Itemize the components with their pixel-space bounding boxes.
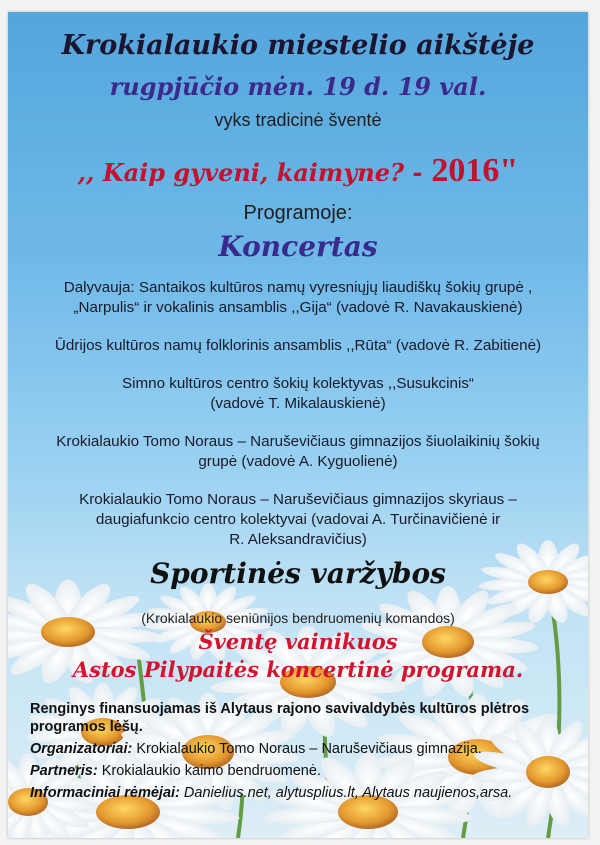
program-label: Programoje: — [243, 202, 353, 224]
organizers-text: Krokialaukio Tomo Noraus – Naruševičiaus gimnazija. — [136, 741, 482, 757]
partner-label: Partneris: — [30, 763, 98, 779]
media-text: Danielius.net, alytusplius.lt, Alytaus naujienos,arsa. — [183, 785, 513, 801]
media-sponsors-line — [30, 784, 570, 802]
participant-item: Ūdrijos kultūros namų folklorinis ansamblis ,,Rūta“ (vadovė R. Zabitienė) — [54, 337, 542, 354]
media-label: Informaciniai rėmėjai: — [30, 785, 180, 801]
partner-line — [30, 762, 570, 780]
event-name: ,, Kaip gyveni, kaimyne? - — [77, 158, 423, 187]
poster-title-date: rugpjūčio mėn. 19 d. 19 val. — [109, 72, 487, 101]
participant-item: Krokialaukio Tomo Noraus – Naruševičiaus gimnazijos šiuolaikinių šokių grupė (vadovė A. Kyguolienė) — [56, 433, 540, 470]
participant-item: Krokialaukio Tomo Noraus – Naruševičiaus gimnazijos skyriaus – daugiafunkcio centro kolektyvai (vadovai A. Turčinavičienė ir R. Aleksandravičius) — [79, 491, 517, 548]
event-name-line — [8, 152, 588, 190]
closing-concert-line: Astos Pilypaitės koncertinė programa. — [72, 657, 524, 682]
organizers-label: Organizatoriai: — [30, 741, 133, 757]
poster-title-place: Krokialaukio miestelio aikštėje — [61, 30, 535, 61]
partner-text: Krokialaukio kaimo bendruomenė. — [101, 763, 321, 779]
event-poster — [8, 12, 588, 838]
participant-item: Simno kultūros centro šokių kolektyvas ,,Susukcinis“ (vadovė T. Mikalauskienė) — [122, 375, 474, 412]
participant-item: Dalyvauja: Santaikos kultūros namų vyresniųjų liaudiškų šokių grupė , „Narpulis“ ir vokalinis ansamblis ,,Gija“ (vadovė R. Navakauskienė) — [63, 279, 533, 316]
poster-title-intro: vyks tradicinė šventė — [214, 110, 382, 130]
wreath-line: Šventę vainikuos — [198, 629, 398, 654]
funding-note: Renginys finansuojamas iš Alytaus rajono savivaldybės kultūros plėtros programos lėšų. — [30, 701, 530, 735]
sport-heading: Sportinės varžybos — [150, 557, 446, 590]
organizers-line — [30, 740, 570, 758]
sport-subtitle: (Krokialaukio seniūnijos bendruomenių komandos) — [141, 610, 455, 626]
concert-heading: Koncertas — [218, 230, 378, 263]
event-year: 2016" — [431, 152, 519, 189]
